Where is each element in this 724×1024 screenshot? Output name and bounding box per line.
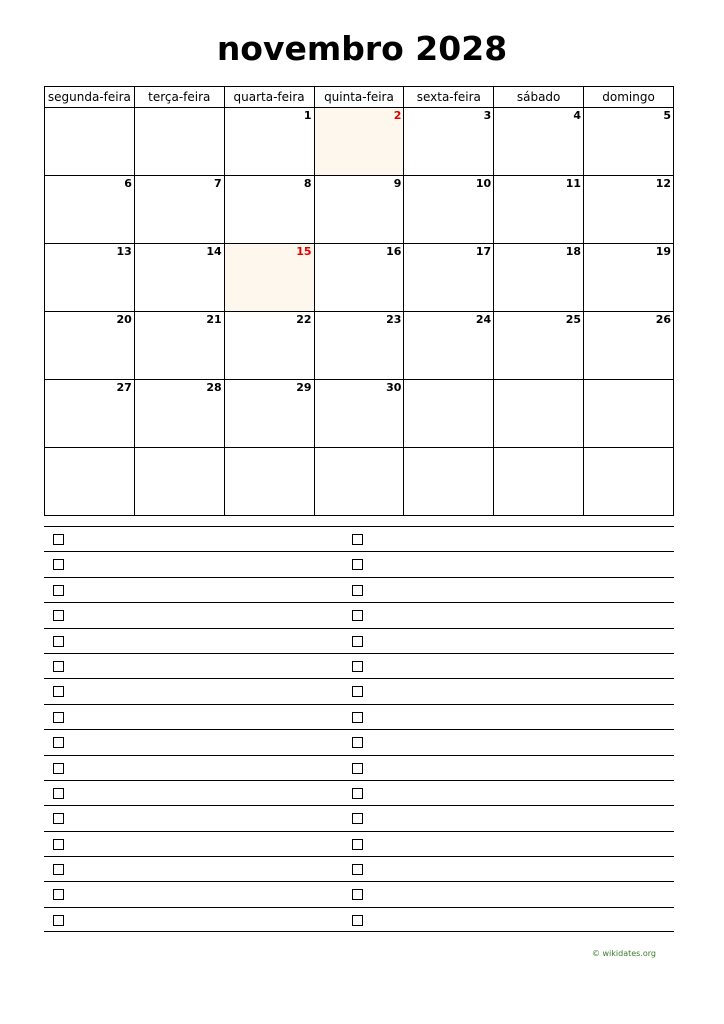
- checkbox[interactable]: [352, 636, 363, 647]
- checkbox[interactable]: [352, 864, 363, 875]
- day-number: 11: [565, 177, 582, 190]
- calendar-day-cell[interactable]: [584, 380, 674, 448]
- calendar-day-cell[interactable]: [494, 108, 584, 176]
- day-number: 24: [475, 313, 492, 326]
- checkbox[interactable]: [53, 661, 64, 672]
- checkbox[interactable]: [352, 559, 363, 570]
- day-number: 19: [655, 245, 671, 258]
- calendar-day-cell[interactable]: [404, 108, 494, 176]
- calendar-day-cell[interactable]: [404, 448, 494, 516]
- day-number: [494, 448, 583, 449]
- day-number: 14: [206, 245, 222, 258]
- checkbox[interactable]: [53, 864, 64, 875]
- day-number: 23: [386, 313, 402, 326]
- todo-row: [44, 653, 674, 678]
- checkbox[interactable]: [352, 915, 363, 926]
- day-number: 8: [303, 177, 312, 190]
- calendar-day-cell[interactable]: [45, 108, 135, 176]
- day-number: [315, 448, 404, 449]
- checkbox[interactable]: [53, 915, 64, 926]
- day-number: [135, 108, 224, 109]
- weekday-header-row: [45, 87, 674, 108]
- day-number: [584, 448, 673, 449]
- day-number: [225, 448, 314, 449]
- calendar-day-cell[interactable]: [404, 244, 494, 312]
- calendar-day-cell[interactable]: [494, 244, 584, 312]
- day-number: 9: [393, 177, 402, 190]
- checkbox[interactable]: [53, 813, 64, 824]
- day-number: 2: [393, 109, 402, 122]
- todo-row: [44, 678, 674, 703]
- calendar-day-cell[interactable]: [224, 244, 314, 312]
- checkbox[interactable]: [352, 737, 363, 748]
- calendar-day-cell[interactable]: [494, 448, 584, 516]
- todo-row: [44, 704, 674, 729]
- calendar-day-cell[interactable]: [224, 380, 314, 448]
- calendar-day-cell[interactable]: [224, 108, 314, 176]
- day-number: 25: [565, 313, 582, 326]
- day-number: 29: [296, 381, 312, 394]
- calendar-day-cell[interactable]: [314, 176, 404, 244]
- checkbox[interactable]: [352, 763, 363, 774]
- calendar-day-cell[interactable]: [314, 448, 404, 516]
- todo-row: [44, 780, 674, 805]
- todo-row: [44, 729, 674, 754]
- day-number: [45, 448, 134, 449]
- checkbox[interactable]: [53, 889, 64, 900]
- day-number: 30: [386, 381, 402, 394]
- day-number: 21: [206, 313, 222, 326]
- calendar-week-row: [45, 108, 674, 176]
- day-number: 15: [296, 245, 312, 258]
- calendar-day-cell[interactable]: [314, 312, 404, 380]
- calendar-day-cell[interactable]: [314, 380, 404, 448]
- calendar-day-cell[interactable]: [584, 312, 674, 380]
- calendar-week-row: [45, 312, 674, 380]
- calendar-week-row: [45, 244, 674, 312]
- checkbox[interactable]: [53, 534, 64, 545]
- calendar-day-cell[interactable]: [134, 312, 224, 380]
- calendar-week-row: [45, 176, 674, 244]
- day-number: 20: [116, 313, 132, 326]
- day-number: 4: [573, 109, 582, 122]
- weekday-header: sábado: [494, 87, 584, 108]
- calendar-day-cell[interactable]: [45, 380, 135, 448]
- checkbox[interactable]: [53, 636, 64, 647]
- checkbox[interactable]: [352, 661, 363, 672]
- todo-row: [44, 551, 674, 576]
- day-number: 6: [124, 177, 132, 190]
- day-number: 1: [303, 109, 312, 122]
- calendar-day-cell[interactable]: [314, 108, 404, 176]
- todo-row: [44, 856, 674, 881]
- checkbox[interactable]: [53, 559, 64, 570]
- footer-credit: © wikidates.org: [591, 949, 656, 958]
- calendar-day-cell[interactable]: [584, 176, 674, 244]
- day-number: 13: [116, 245, 132, 258]
- day-number: 27: [116, 381, 132, 394]
- todo-row: [44, 526, 674, 551]
- checkbox[interactable]: [352, 712, 363, 723]
- checkbox[interactable]: [352, 585, 363, 596]
- calendar-day-cell[interactable]: [45, 244, 135, 312]
- calendar-day-cell[interactable]: [134, 448, 224, 516]
- weekday-header: quarta-feira: [224, 87, 314, 108]
- day-number: [135, 448, 224, 449]
- calendar-day-cell[interactable]: [314, 244, 404, 312]
- calendar-day-cell[interactable]: [134, 108, 224, 176]
- checkbox[interactable]: [352, 889, 363, 900]
- calendar-day-cell[interactable]: [494, 380, 584, 448]
- calendar-week-row: [45, 448, 674, 516]
- day-number: [584, 380, 673, 381]
- todo-row: [44, 831, 674, 856]
- checkbox[interactable]: [352, 610, 363, 621]
- todo-row: [44, 628, 674, 653]
- calendar-day-cell[interactable]: [584, 448, 674, 516]
- calendar-day-cell[interactable]: [404, 176, 494, 244]
- calendar-day-cell[interactable]: [134, 176, 224, 244]
- checkbox[interactable]: [352, 813, 363, 824]
- todo-row: [44, 907, 674, 932]
- weekday-header: terça-feira: [134, 87, 224, 108]
- day-number: [45, 108, 134, 109]
- checkbox[interactable]: [352, 686, 363, 697]
- day-number: 17: [475, 245, 492, 258]
- weekday-header: sexta-feira: [404, 87, 494, 108]
- todo-list: [44, 526, 674, 932]
- calendar-day-cell[interactable]: [404, 312, 494, 380]
- todo-row: [44, 881, 674, 906]
- day-number: 26: [655, 313, 671, 326]
- calendar-day-cell[interactable]: [45, 176, 135, 244]
- day-number: 7: [214, 177, 222, 190]
- checkbox[interactable]: [53, 788, 64, 799]
- calendar-day-cell[interactable]: [45, 312, 135, 380]
- checkbox[interactable]: [53, 737, 64, 748]
- day-number: 28: [206, 381, 222, 394]
- weekday-header: domingo: [584, 87, 674, 108]
- todo-row: [44, 805, 674, 830]
- todo-row: [44, 577, 674, 602]
- todo-row: [44, 602, 674, 627]
- checkbox[interactable]: [352, 839, 363, 850]
- calendar-day-cell[interactable]: [404, 380, 494, 448]
- day-number: 16: [386, 245, 402, 258]
- calendar-day-cell[interactable]: [45, 448, 135, 516]
- day-number: 3: [483, 109, 492, 122]
- calendar-day-cell[interactable]: [494, 176, 584, 244]
- calendar-week-row: [45, 380, 674, 448]
- checkbox[interactable]: [53, 839, 64, 850]
- checkbox[interactable]: [352, 788, 363, 799]
- checkbox[interactable]: [53, 712, 64, 723]
- calendar-day-cell[interactable]: [584, 244, 674, 312]
- day-number: 10: [475, 177, 492, 190]
- day-number: 5: [663, 109, 671, 122]
- day-number: [494, 380, 583, 381]
- day-number: [404, 448, 493, 449]
- calendar-day-cell[interactable]: [494, 312, 584, 380]
- day-number: 18: [565, 245, 582, 258]
- checkbox[interactable]: [53, 686, 64, 697]
- checkbox[interactable]: [53, 585, 64, 596]
- calendar-day-cell[interactable]: [584, 108, 674, 176]
- checkbox[interactable]: [53, 610, 64, 621]
- calendar-day-cell[interactable]: [134, 380, 224, 448]
- day-number: [404, 380, 493, 381]
- day-number: 22: [296, 313, 312, 326]
- checkbox[interactable]: [53, 763, 64, 774]
- page-title: novembro 2028: [216, 29, 508, 68]
- checkbox[interactable]: [352, 534, 363, 545]
- todo-row: [44, 755, 674, 780]
- weekday-header: segunda-feira: [45, 87, 135, 108]
- calendar-grid: [44, 86, 674, 516]
- calendar-day-cell[interactable]: [134, 244, 224, 312]
- calendar-day-cell[interactable]: [224, 312, 314, 380]
- day-number: 12: [655, 177, 671, 190]
- weekday-header: quinta-feira: [314, 87, 404, 108]
- calendar-day-cell[interactable]: [224, 448, 314, 516]
- calendar-day-cell[interactable]: [224, 176, 314, 244]
